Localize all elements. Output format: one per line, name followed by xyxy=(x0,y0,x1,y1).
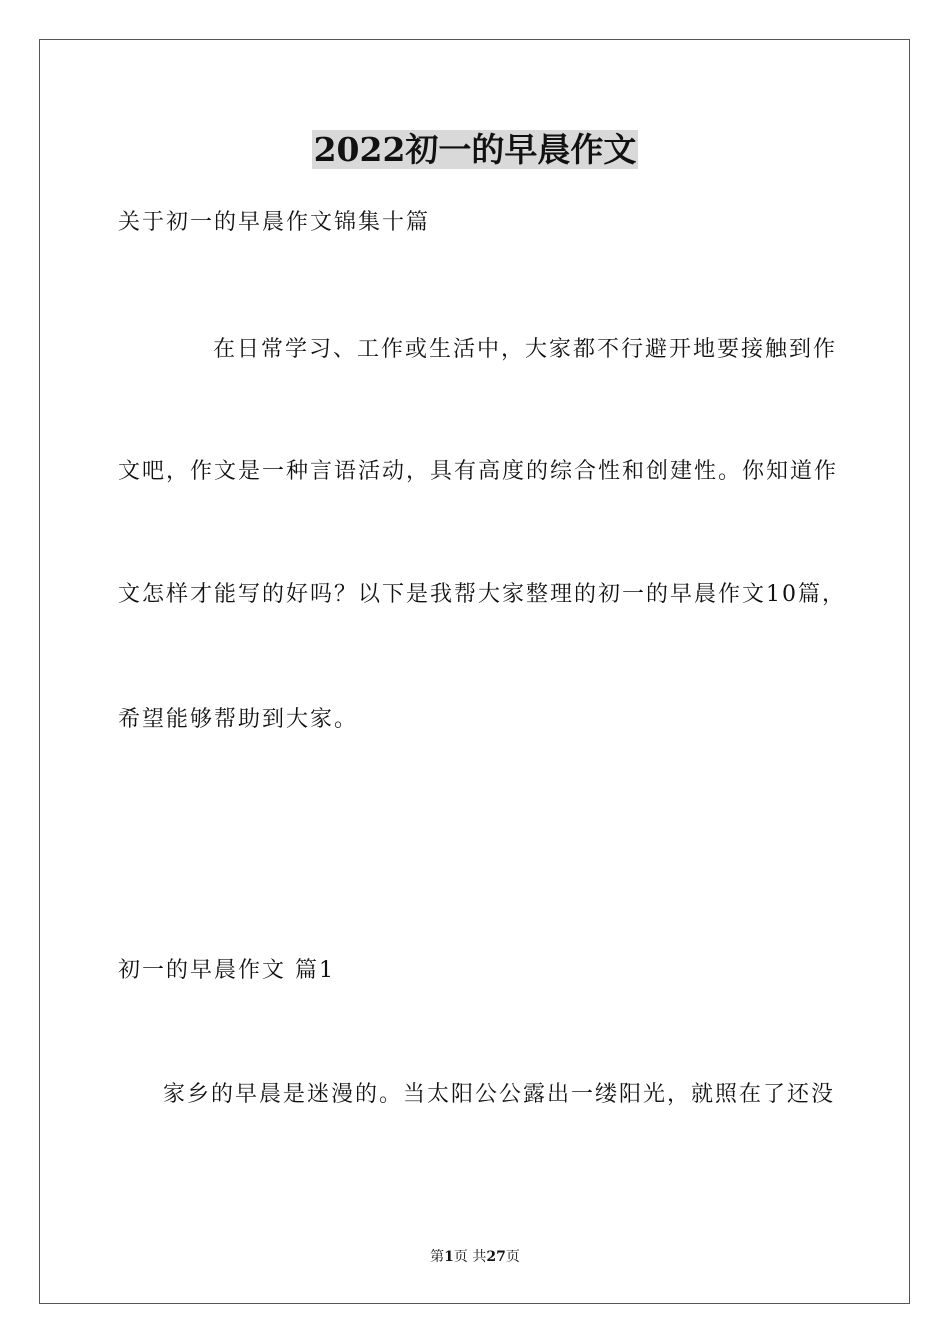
intro-line-3: 文怎样才能写的好吗？以下是我帮大家整理的初一的早晨作文10篇， xyxy=(118,582,846,607)
section-heading: 初一的早晨作文 篇1 xyxy=(118,958,335,983)
page-footer xyxy=(0,1247,950,1267)
intro-line-4: 希望能够帮助到大家。 xyxy=(118,707,359,732)
footer-page-number: 1 xyxy=(444,1249,454,1265)
document-subtitle: 关于初一的早晨作文锦集十篇 xyxy=(118,210,431,235)
footer-total-pages: 27 xyxy=(486,1249,506,1265)
footer-prefix: 第 xyxy=(430,1249,445,1265)
intro-line-2: 文吧，作文是一种言语活动，具有高度的综合性和创建性。你知道作 xyxy=(118,459,839,484)
document-title-text: 2022初一的早晨作文 xyxy=(313,130,637,169)
intro-line-1: 在日常学习、工作或生活中，大家都不行避开地要接触到作 xyxy=(213,337,838,362)
footer-suffix: 页 xyxy=(505,1249,520,1265)
footer-mid: 页 共 xyxy=(453,1249,487,1265)
document-title xyxy=(0,128,950,172)
section-paragraph-line: 家乡的早晨是迷漫的。当太阳公公露出一缕阳光，就照在了还没 xyxy=(163,1082,836,1107)
